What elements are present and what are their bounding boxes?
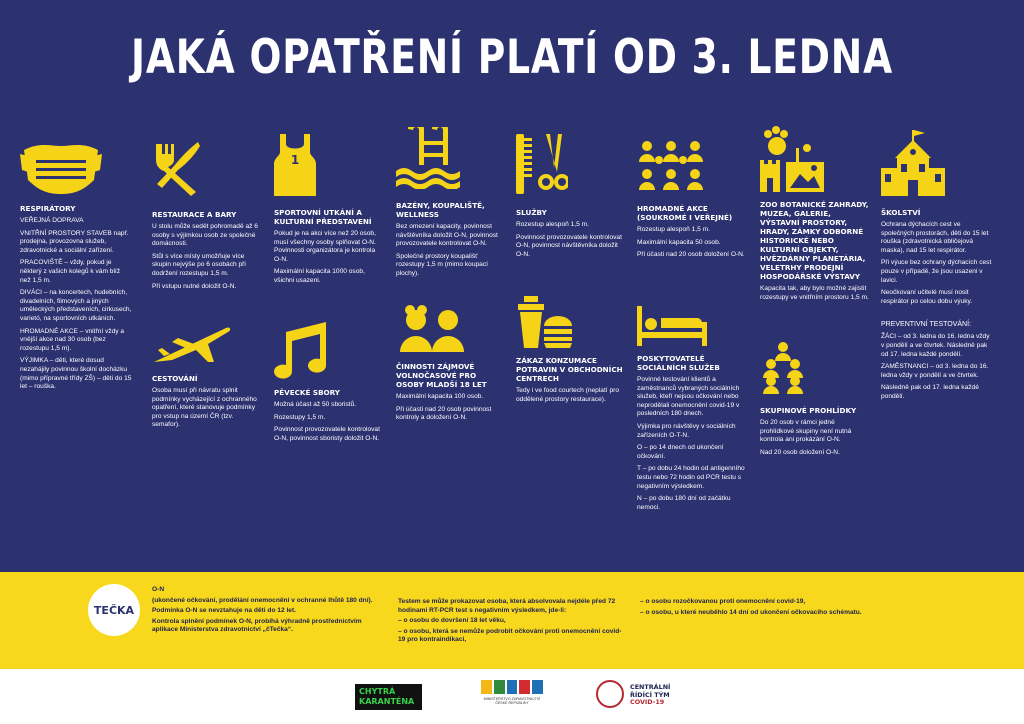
ministry-logo-mark bbox=[481, 680, 543, 694]
respiratory-text: VEŘEJNÁ DOPRAVA VNITŘNÍ PROSTORY STAVEB např. prodejna, provozovna služeb, zdravotnické a sociální zařízení. PRACOVIŠTĚ – vždy, pokud je některý z vašich kolegů k vám blíž než 1,5 m. DIVÁCI – na koncertech, hudebních, divadelních, filmových a jiných uměleckých představeních, cirkusech, varietó, na sportovních utkáních. HROMADNÉ AKCE – vnitřní vždy a vnější akce nad 30 osob (bez rozestupu 1,5 m). VÝJIMKA – děti, které dosud nezahájily povinnou školní docházku (mimo přípravné třídy ZŠ) – děti do 15 let – rouška. bbox=[20, 217, 132, 391]
testing-text: ŽÁCI – od 3. ledna do 16. ledna vždy v pondělí a ve čtvrtek. Následně pak od 17. ledna každé pondělí. ZAMĚSTNANCI – od 3. ledna do 16. ledna vždy v pondělí a ve čtvrtek. Následně pak od 17. ledna každé pondělí. bbox=[881, 333, 990, 400]
block-choir bbox=[274, 322, 384, 447]
bed-icon bbox=[637, 306, 707, 346]
chytra-karantena-logo: CHYTRÁ KARANTÉNA bbox=[355, 684, 422, 710]
schools-text: Ochrana dýchacích cest ve společných prostorách, děti do 15 let rouška (zdravotnická obličejová maska), nad 15 let respirátor. Při výuce bez ochrany dýchacích cest pouze v případě, že jsou usazeni v lavici. Neočkovaní učitelé musí nosit respirátor po celou dobu výuky. bbox=[881, 221, 992, 305]
block-travel bbox=[152, 322, 262, 434]
airplane-icon bbox=[152, 322, 232, 366]
crt-label: CENTRÁLNÍ ŘÍDÍCÍ TÝM COVID-19 bbox=[630, 683, 671, 707]
sports-heading: SPORTOVNÍ UTKÁNÍ A KULTURNÍ PŘEDSTAVENÍ bbox=[274, 208, 372, 226]
fork-knife-icon bbox=[152, 140, 202, 196]
pools-heading: BAZÉNY, KOUPALIŠTĚ, WELLNESS bbox=[396, 201, 485, 219]
block-social bbox=[637, 306, 747, 516]
block-youth bbox=[396, 302, 506, 427]
block-sports bbox=[274, 134, 384, 290]
block-zoo bbox=[760, 126, 870, 306]
zoo-heading: ZOO BOTANICKÉ ZAHRADY, MUZEA, GALERIE, VÝSTAVNÍ PROSTORY, HRADY, ZÁMKY ODBORNÉ HISTORICKÉ NEBO KULTURNÍ OBJEKTY, HVĚZDÁRNY PLANETÁRIA, VELETRHY PRODEJNÍ HOSPODÁŘSKÉ VÝSTAVY bbox=[760, 200, 869, 281]
block-tours bbox=[760, 342, 870, 461]
youth-text: Maximální kapacita 100 osob. Při účasti nad 20 osob povinnost kontroly a doložení O-N. bbox=[396, 393, 492, 422]
respiratory-heading: RESPIRÁTORY bbox=[20, 204, 76, 213]
group-icon bbox=[760, 342, 806, 394]
tours-heading: SKUPINOVÉ PROHLÍDKY bbox=[760, 406, 857, 415]
children-icon bbox=[396, 302, 468, 352]
tecka-column-2: Testem se může prokazovat osoba, která absolvovala nejdéle před 72 hodinami RT-PCR test s negativním výsledkem, jde-li: – o osobu do dovršení 18 let věku, – o osobu, která se nemůže podrobit očkování proti onemocnění covid-19 pro kontraindikaci, bbox=[398, 598, 622, 644]
travel-heading: CESTOVÁNÍ bbox=[152, 374, 198, 383]
ministry-logo bbox=[481, 680, 543, 706]
food-ban-heading: ZÁKAZ KONZUMACE POTRAVIN V OBCHODNÍCH CENTRECH bbox=[516, 356, 623, 383]
zoo-text: Kapacita tak, aby bylo možné zajistit rozestupy ve vnitřním prostoru 1,5 m. bbox=[760, 285, 869, 301]
pool-ladder-icon bbox=[396, 127, 460, 189]
block-services bbox=[516, 134, 624, 263]
block-mass-events bbox=[637, 140, 745, 264]
choir-text: Možná účast až 50 sboristů. Rozestupy 1,5 m. Povinnost provozovatele kontrolovat O-N, povinnost sboristy doložit O-N. bbox=[274, 401, 380, 442]
jersey-icon bbox=[274, 134, 316, 196]
travel-text: Osoba musí při návratu splnit podmínky vycházející z ochranného opatření, které stanovuje podmínky pro vstup na území ČR (tzv. semafor). bbox=[152, 387, 257, 429]
tecka-column-1: O-N (ukončené očkování, prodělání onemocnění v ochranné lhůtě 180 dní). Podmínka O-N se nevztahuje na děti do 12 let. Kontrola splnění podmínek O-N, probíhá výhradně prostřednictvím aplikace Ministerstva zdravotnictví „čTečka“. bbox=[152, 586, 373, 634]
block-food-ban bbox=[516, 296, 624, 408]
restaurants-heading: RESTAURACE A BARY bbox=[152, 210, 237, 219]
services-text: Rozestup alespoň 1,5 m. Povinnost provozovatele kontrolovat O-N, povinnost návštěvníka doložit O-N. bbox=[516, 221, 622, 258]
ministry-label: MINISTERSTVO ZDRAVOTNICTVÍ ČESKÉ REPUBLIKY bbox=[483, 697, 541, 706]
face-mask-icon bbox=[20, 140, 102, 196]
block-schools bbox=[881, 130, 993, 406]
music-note-icon bbox=[274, 322, 328, 380]
restaurants-text: U stolu může sedět pohromadě až 6 osoby s výjimkou osob ze společné domácnosti. Stůl s více místy umožňuje více skupin nejvýše po 6 osobách při dodržení rozestupu 1,5 m. Při vstupu nutné doložit O-N. bbox=[152, 223, 258, 290]
crt-seal-icon bbox=[596, 680, 624, 708]
svg-text:1: 1 bbox=[290, 153, 300, 167]
crowd-icon bbox=[637, 140, 705, 194]
block-pools bbox=[396, 127, 506, 283]
choir-heading: PĚVECKÉ SBORY bbox=[274, 388, 341, 397]
school-icon bbox=[881, 130, 945, 196]
tecka-column-3: – o osobu rozočkovanou proti onemocnění covid-19, – o osobu, u které neuběhlo 14 dní od ukončení očkovacího schématu. bbox=[640, 598, 862, 616]
mass-events-text: Rozestup alespoň 1,5 m. Maximální kapacita 50 osob. Při účasti nad 20 osob doložení O-N. bbox=[637, 226, 745, 259]
comb-scissors-icon bbox=[516, 134, 568, 194]
social-text: Povinné testování klientů a zaměstnanců vybraných sociálních služeb, kteří nejsou očkování nebo neprodělali onemocnění covid-19 v posledních 180 dnech. Výjimka pro návštěvy v sociálních zařízeních O-T-N. O – po 14 dnech od ukončení očkování. T – po dobu 24 hodin od antigenního testu nebo 72 hodin od PCR testu s negativním výsledkem. N – po dobu 180 dní od začátku nemoci. bbox=[637, 376, 745, 511]
sports-text: Pokud je na akci více než 20 osob, musí všechny osoby splňovat O-N. Povinnosti organizátora je kontrola O-N. Maximální kapacita 1000 osob, všichni usazeni. bbox=[274, 230, 376, 284]
tecka-badge: TEČKA bbox=[88, 584, 140, 636]
page-title: JAKÁ OPATŘENÍ PLATÍ OD 3. LEDNA bbox=[131, 30, 893, 85]
social-heading: POSKYTOVATELÉ SOCIÁLNÍCH SLUŽEB bbox=[637, 354, 720, 372]
block-restaurants bbox=[152, 140, 262, 295]
block-respiratory bbox=[20, 140, 132, 396]
youth-heading: ČINNOSTI ZÁJMOVÉ VOLNOČASOVÉ PRO OSOBY MLADŠÍ 18 LET bbox=[396, 362, 487, 389]
pools-text: Bez omezení kapacity, povinnost návštěvníka doložit O-N, povinnost provozovatele kontrolovat O-N. Společné prostory koupališť rozestupy 1,5 m (mimo koupací plochy). bbox=[396, 223, 498, 277]
schools-heading: ŠKOLSTVÍ bbox=[881, 208, 921, 217]
services-heading: SLUŽBY bbox=[516, 208, 547, 217]
drink-burger-icon bbox=[516, 296, 572, 348]
mass-events-heading: HROMADNÉ AKCE (SOUKROMÉ I VEŘEJNÉ) bbox=[637, 204, 733, 222]
testing-heading: PREVENTIVNÍ TESTOVÁNÍ: bbox=[881, 321, 971, 329]
zoo-castle-icon bbox=[760, 126, 824, 192]
food-ban-text: Tedy i ve food courtech (neplatí pro oddělené prostory restaurace). bbox=[516, 387, 619, 403]
tours-text: Do 20 osob v rámci jedné prohlídkové skupiny není nutná kontrola ani prokázání O-N. Nad 20 osob doložení O-N. bbox=[760, 419, 852, 456]
